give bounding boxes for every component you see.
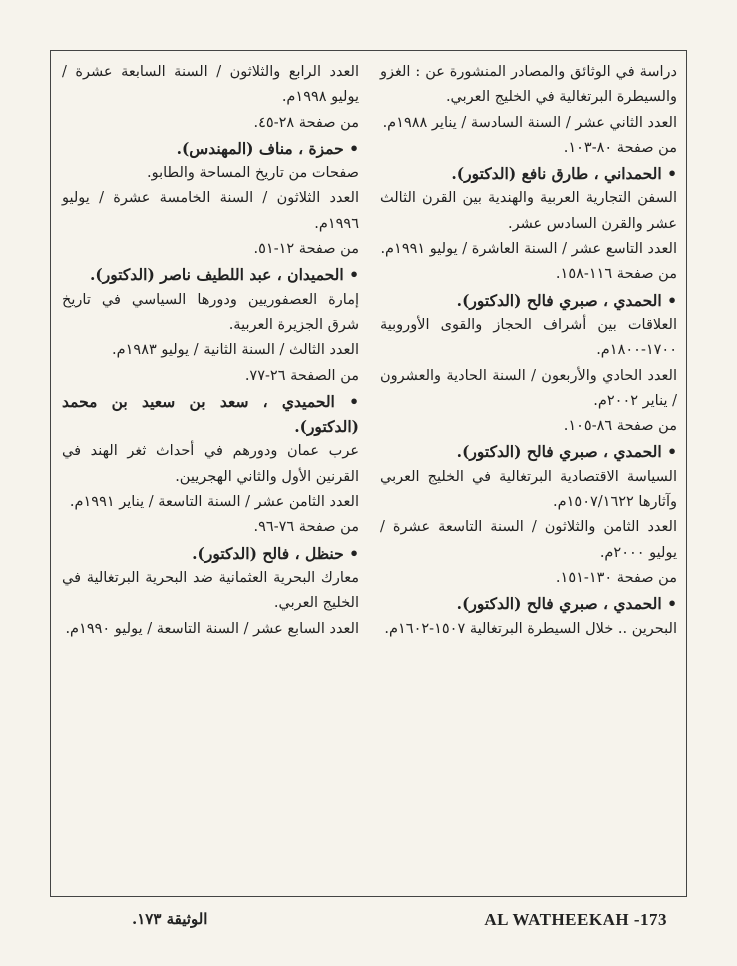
entry-author: • حنظل ، فالح (الدكتور). xyxy=(192,543,359,563)
entry-author: • الحمدي ، صبري فالح (الدكتور). xyxy=(456,594,677,614)
entry-author: • حمزة ، مناف (المهندس). xyxy=(176,138,359,158)
entry-text: العدد الحادي والأربعون / السنة الحادية والعشرون / يناير ٢٠٠٢م. xyxy=(380,367,677,409)
entry-text: السياسة الاقتصادية البرتغالية في الخليج العربي وآثارها ١٥٠٧/١٦٢٢م. xyxy=(380,468,677,511)
entry-author: • الحميدان ، عبد اللطيف ناصر (الدكتور). xyxy=(90,265,359,285)
entry-text: العلاقات بين أشراف الحجاز والقوى الأوروبية ١٧٠٠-١٨٠٠م. xyxy=(380,316,677,359)
entry-author: • الحمدي ، صبري فالح (الدكتور). xyxy=(456,442,677,462)
entry-text: العدد الثامن عشر / السنة التاسعة / يناير ١٩٩١م. xyxy=(69,494,359,511)
entry-text: السفن التجارية العربية والهندية بين القرن الثالث عشر والقرن السادس عشر. xyxy=(380,190,677,232)
entry-text: إمارة العصفوريين ودورها السياسي في تاريخ شرق الجزيرة العربية. xyxy=(62,291,359,333)
left-column xyxy=(62,60,359,642)
entry-text: من صفحة ٧٦-٩٦. xyxy=(253,519,359,536)
entry-text: من صفحة ١٢-٥١. xyxy=(253,241,359,258)
entry-text: من صفحة ٨٦-١٠٥. xyxy=(563,418,677,435)
entry-text: معارك البحرية العثمانية ضد البحرية البرتغالية في الخليج العربي. xyxy=(62,569,359,612)
entry-author: • الحميدي ، سعد بن سعيد بن محمد (الدكتور). xyxy=(62,391,359,437)
entry-text: العدد الثاني عشر / السنة السادسة / يناير ١٩٨٨م. xyxy=(382,114,677,131)
right-column xyxy=(380,60,677,642)
entry-text: دراسة في الوثائق والمصادر المنشورة عن : الغزو والسيطرة البرتغالية في الخليج العربي. xyxy=(380,64,677,106)
entry-text: من الصفحة ٢٦-٧٧. xyxy=(244,367,359,384)
entry-author: • الحمداني ، طارق نافع (الدكتور). xyxy=(451,164,677,184)
footer-english: AL WATHEEKAH -173 xyxy=(484,910,667,929)
entry-text: العدد الرابع والثلاثون / السنة السابعة عشرة / يوليو ١٩٩٨م. xyxy=(62,64,359,106)
entry-text: من صفحة ١٣٠-١٥١. xyxy=(555,569,677,586)
entry-text: العدد الثالث / السنة الثانية / يوليو ١٩٨٣م. xyxy=(112,342,359,359)
entry-author: • الحمدي ، صبري فالح (الدكتور). xyxy=(456,290,677,310)
entry-text: من صفحة ١١٦-١٥٨. xyxy=(555,266,677,283)
entry-text: العدد الثلاثون / السنة الخامسة عشرة / يوليو ١٩٩٦م. xyxy=(62,190,359,232)
page-footer xyxy=(62,910,677,934)
entry-text: من صفحة ٢٨-٤٥. xyxy=(253,114,359,131)
footer-arabic: الوثيقة ١٧٣. xyxy=(132,910,208,928)
entry-text: البحرين .. خلال السيطرة البرتغالية ١٥٠٧-١٦٠٢م. xyxy=(384,620,677,637)
entry-text: العدد السابع عشر / السنة التاسعة / يوليو ١٩٩٠م. xyxy=(65,620,359,637)
entry-text: من صفحة ٨٠-١٠٣. xyxy=(563,139,677,156)
entry-text: العدد الثامن والثلاثون / السنة التاسعة عشرة / يوليو ٢٠٠٠م. xyxy=(380,519,677,561)
entry-text: العدد التاسع عشر / السنة العاشرة / يوليو ١٩٩١م. xyxy=(380,241,677,258)
entry-text: صفحات من تاريخ المساحة والطابو. xyxy=(147,165,359,182)
entry-text: عرب عمان ودورهم في أحداث ثغر الهند في القرنين الأول والثاني الهجريين. xyxy=(62,443,359,485)
